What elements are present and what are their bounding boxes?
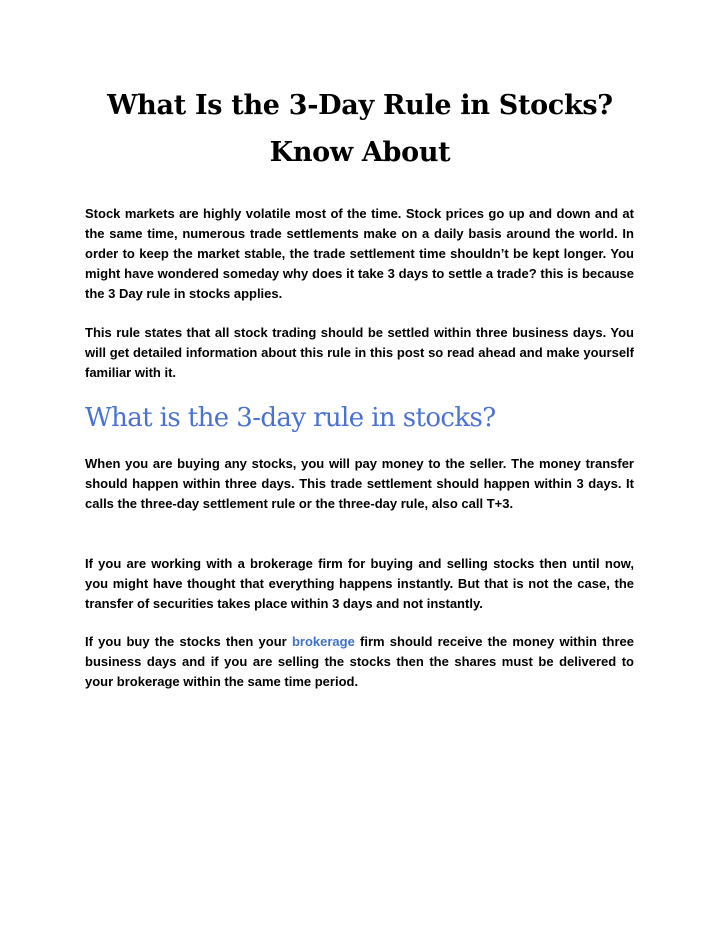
- rule-summary-paragraph: This rule states that all stock trading should be settled within three business days. You will get detailed information about this rule in this post so read ahead and make yourself familiar with it.: [85, 325, 634, 380]
- brokerage-link[interactable]: brokerage: [291, 634, 355, 649]
- settlement-text-before-link: If you buy the stocks then your: [85, 634, 292, 649]
- intro-paragraph: Stock markets are highly volatile most of the time. Stock prices go up and down and at the same time, numerous trade settlements make on a daily basis around the world. In order to keep the market stable, the trade settlement time shouldn’t be kept longer. You might have wondered someday why does it take 3 days to settle a trade? this is because the 3 Day rule in stocks applies.: [85, 206, 634, 301]
- brokerage-firm-paragraph: If you are working with a brokerage firm for buying and selling stocks then until now, you might have thought that everything happens instantly. But that is not the case, the transfer of securities takes place within 3 days and not instantly.: [85, 556, 634, 611]
- title-line-1: What Is the 3-Day Rule in Stocks?: [107, 90, 613, 121]
- buying-stocks-paragraph: When you are buying any stocks, you will pay money to the seller. The money transfer should happen within three days. This trade settlement should happen within 3 days. It calls the three-day settlement rule or the three-day rule, also call T+3.: [85, 456, 634, 511]
- title-line-2: Know About: [269, 137, 451, 168]
- settlement-text-after-link: firm should receive the money within three business days and if you are selling the stocks then the shares must be delivered to your brokerage within the same time period.: [85, 634, 634, 689]
- section-heading: What is the 3-day rule in stocks?: [85, 403, 496, 433]
- page-title: [60, 82, 660, 176]
- settlement-paragraph: [85, 632, 634, 692]
